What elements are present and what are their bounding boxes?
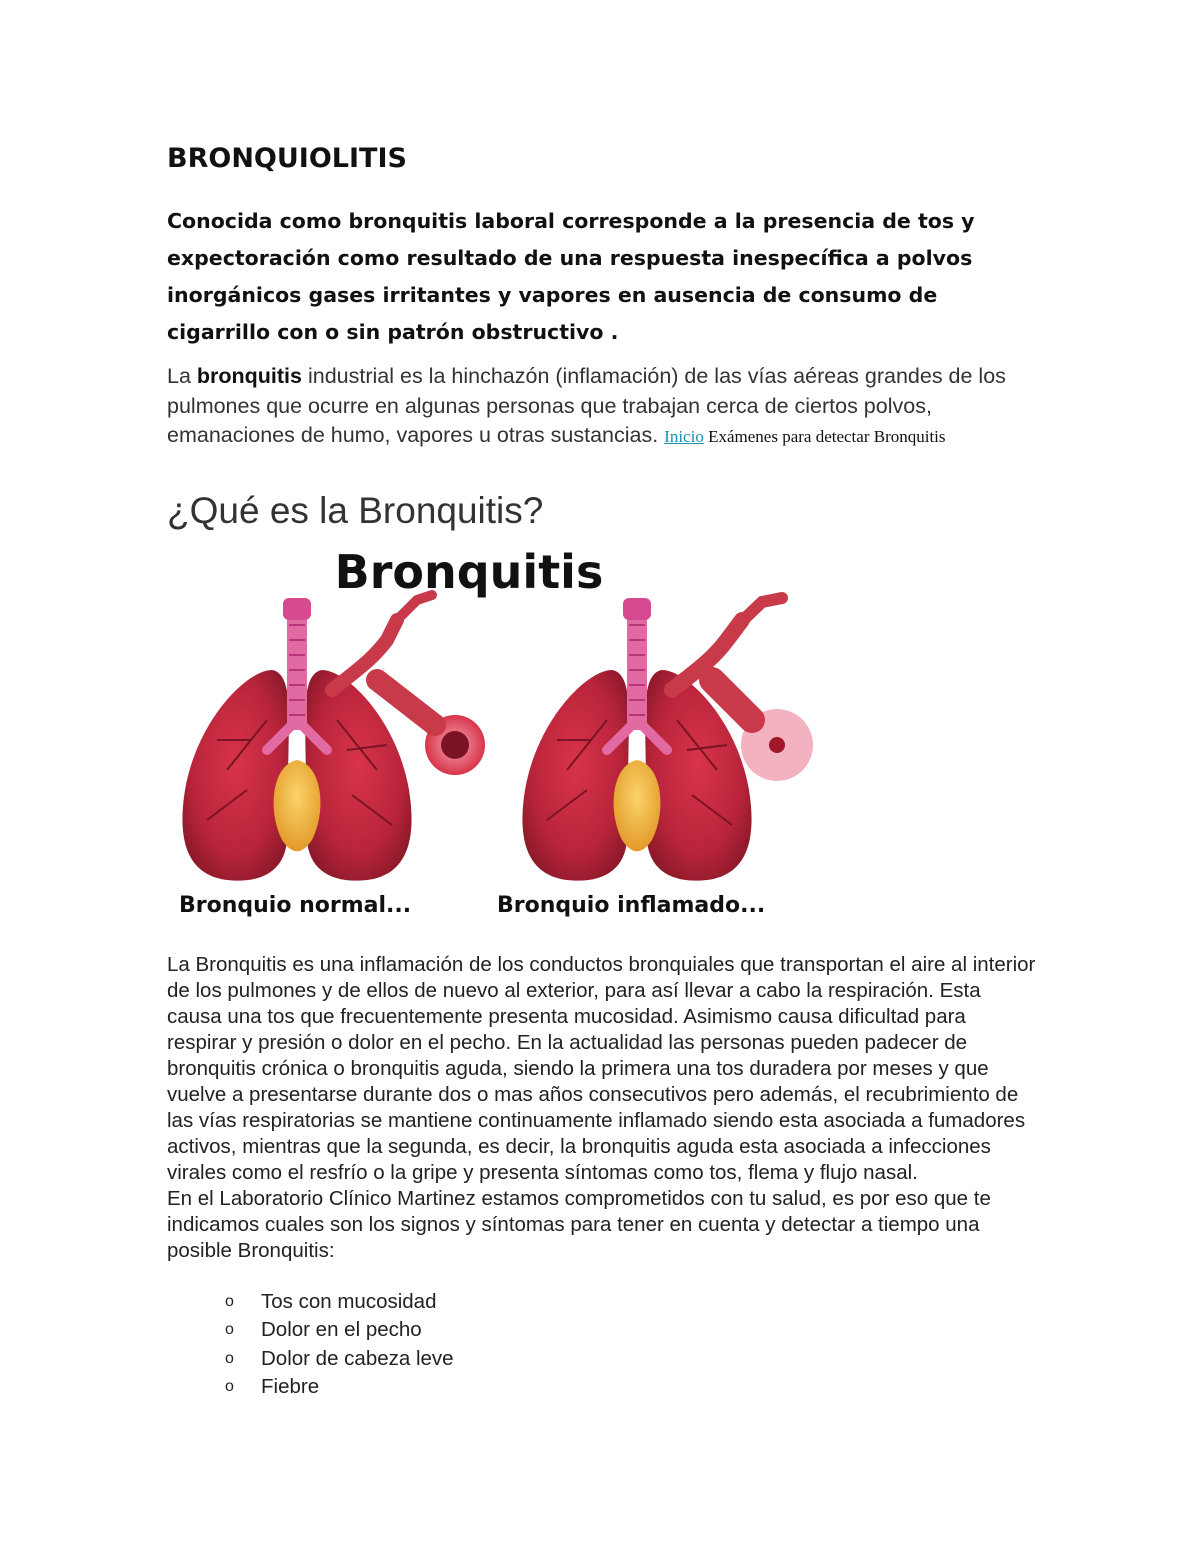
label-normal-bronchus: Bronquio normal... bbox=[179, 893, 412, 918]
normal-lungs-illustration bbox=[182, 595, 485, 881]
intro-bold-term: bronquitis bbox=[196, 364, 302, 388]
lead-paragraph: Conocida como bronquitis laboral corresponde a la presencia de tos y expectoración como resultado de una respuesta inespecífica a polvos inorgánicos gases irritantes y vapores en ausencia de consumo de cigarrillo con o sin patrón obstructivo . bbox=[167, 209, 975, 344]
symptom-text: Tos con mucosidad bbox=[261, 1290, 437, 1313]
symptom-text: Fiebre bbox=[261, 1374, 320, 1398]
section-heading: ¿Qué es la Bronquitis? bbox=[167, 490, 544, 531]
body-paragraph-1: La Bronquitis es una inflamación de los conductos bronquiales que transportan el aire al interior de los pulmones y de ellos de nuevo al exterior, para así llevar a cabo la respiración. Esta causa una tos que frecuentemente presenta mucosidad. Asimismo causa dificultad para respirar y presión o dolor en el pecho. En la actualidad las personas pueden padecer de bronquitis crónica o bronquitis aguda, siendo la primera una tos duradera por meses y que vuelve a presentarse durante dos o mas años consecutivos pero además, el recubrimiento de las vías respiratorias se mantiene continuamente inflamado siendo esta asociada a fumadores activos, mientras que la segunda, es decir, la bronquitis aguda esta asociada a infecciones virales como el resfrío o la gripe y presenta síntomas como tos, flema y flujo nasal. bbox=[167, 953, 1036, 1184]
bronchitis-illustration bbox=[167, 540, 817, 935]
symptom-text: Dolor de cabeza leve bbox=[261, 1346, 454, 1370]
inicio-link[interactable]: Inicio bbox=[664, 427, 704, 446]
bullet-marker: o bbox=[225, 1293, 234, 1310]
symptoms-list bbox=[225, 1288, 454, 1401]
list-item bbox=[225, 1373, 454, 1401]
body-text bbox=[167, 952, 1037, 1264]
intro-prefix: La bbox=[167, 364, 197, 388]
list-item bbox=[225, 1316, 454, 1344]
list-item bbox=[225, 1288, 454, 1316]
bullet-marker: o bbox=[225, 1377, 234, 1395]
list-item bbox=[225, 1345, 454, 1373]
document-title: BRONQUIOLITIS bbox=[167, 143, 407, 174]
label-inflamed-bronchus: Bronquio inflamado... bbox=[497, 893, 766, 918]
inflamed-lungs-illustration bbox=[522, 598, 813, 881]
bullet-marker: o bbox=[225, 1349, 234, 1367]
intro-tail: Exámenes para detectar Bronquitis bbox=[703, 427, 946, 446]
bullet-marker: o bbox=[225, 1321, 234, 1339]
body-paragraph-2: En el Laboratorio Clínico Martinez estamos comprometidos con tu salud, es por eso que te indicamos cuales son los signos y síntomas para tener en cuenta y detectar a tiempo una posible Bronquitis: bbox=[167, 1187, 991, 1262]
intro-text: industrial es la hinchazón (inflamación) de las vías aéreas grandes de los pulmones que ocurre en algunas personas que trabajan cerca de ciertos polvos, emanaciones de humo, vapores u otras sustancias. bbox=[167, 364, 1006, 447]
figure-title: Bronquitis bbox=[334, 545, 604, 599]
intro-paragraph bbox=[167, 362, 1047, 452]
symptom-text: Dolor en el pecho bbox=[261, 1318, 422, 1342]
